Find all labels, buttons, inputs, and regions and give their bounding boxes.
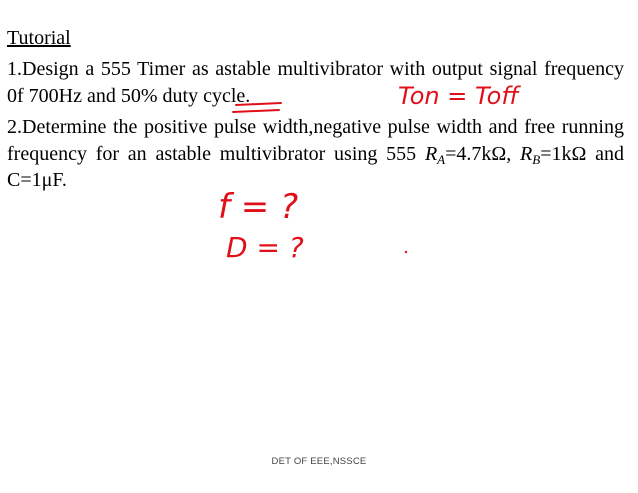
rb-value: =1kΩ and C=1μF. bbox=[7, 142, 624, 191]
ink-duty-unknown: D = ? bbox=[226, 231, 304, 264]
ink-frequency-unknown: f = ? bbox=[218, 187, 299, 227]
question-1: 1.Design a 555 Timer as astable multivibrator with output signal frequency 0f 700Hz and 50% duty cycle. bbox=[7, 58, 624, 107]
ra-symbol: $R_A$ bbox=[424, 142, 446, 167]
slide-footer: DET OF EEE,NSSCE bbox=[271, 456, 367, 467]
question-2-text: 2.Determine the positive pulse width,negative pulse width and free running frequency for an astable multivibrator using 555 bbox=[7, 116, 624, 165]
rb-symbol: $R_B$ bbox=[520, 142, 541, 167]
ra-value: =4.7kΩ, bbox=[445, 142, 521, 165]
slide-heading: Tutorial bbox=[7, 27, 71, 49]
ink-underline-2 bbox=[233, 110, 279, 112]
ink-dot bbox=[405, 251, 407, 253]
ink-ton-equation: Ton = Toff bbox=[398, 82, 519, 110]
ink-underline-1 bbox=[236, 103, 281, 105]
